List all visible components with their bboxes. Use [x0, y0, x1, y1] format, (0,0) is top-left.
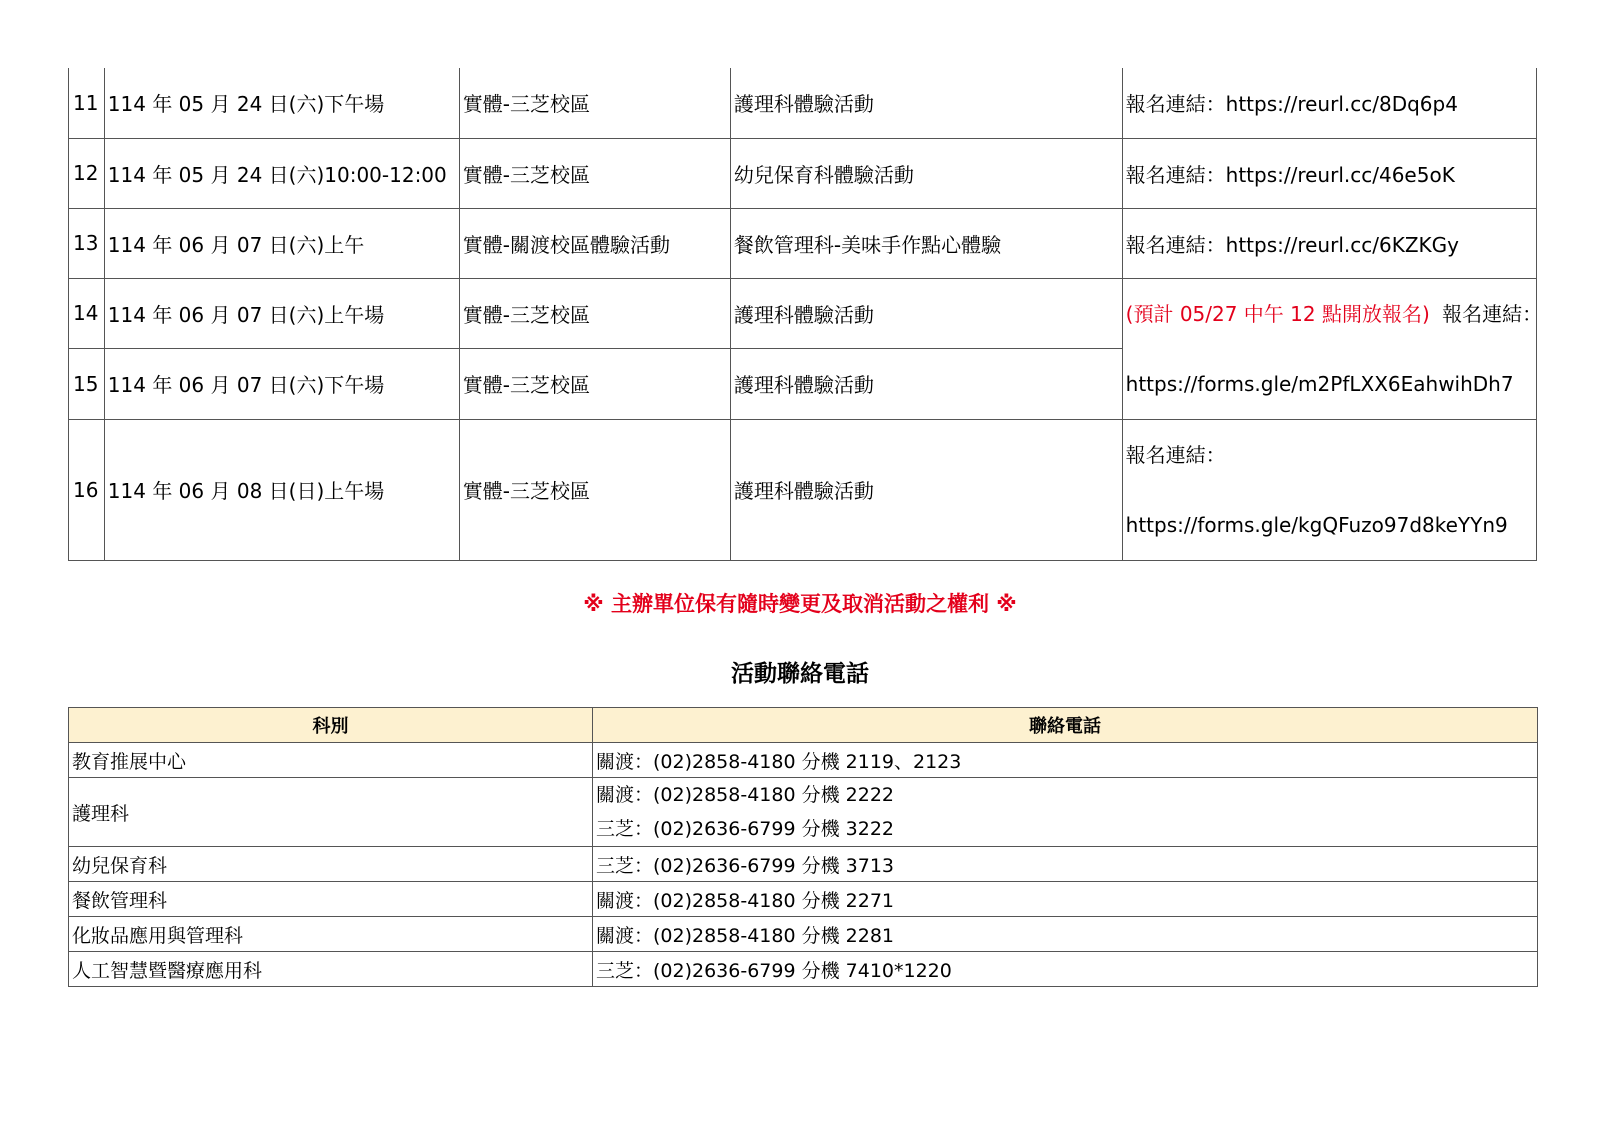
table-row: [69, 138, 1537, 208]
event-activity: 幼兒保育科體驗活動: [730, 138, 1122, 208]
row-number: 14: [69, 278, 105, 349]
contact-phone-table: [68, 707, 1538, 987]
row-number: 11: [69, 68, 105, 138]
event-date: 114 年 06 月 07 日(六)上午: [104, 208, 459, 278]
activity-schedule-table: [68, 68, 1543, 561]
event-location: 實體-關渡校區體驗活動: [459, 208, 730, 278]
column-header-department: 科別: [69, 708, 593, 743]
signup-label: 報名連結：: [1125, 442, 1226, 467]
event-activity: 餐飲管理科-美味手作點心體驗: [730, 208, 1122, 278]
row-number: 12: [69, 138, 105, 208]
organizer-rights-notice: ※ 主辦單位保有隨時變更及取消活動之權利 ※: [583, 592, 1017, 616]
table-row: [69, 419, 1537, 560]
department-name: 化妝品應用與管理科: [69, 917, 593, 952]
phone-number: 三芝：(02)2636-6799 分機 3713: [593, 847, 1538, 882]
signup-open-note: (預計 05/27 中午 12 點開放報名): [1125, 301, 1430, 326]
row-number: 15: [69, 349, 105, 420]
event-activity: 護理科體驗活動: [730, 68, 1122, 138]
table-row: [69, 917, 1538, 952]
column-header-phone: 聯絡電話: [593, 708, 1538, 743]
signup-link[interactable]: 報名連結：https://reurl.cc/46e5oK: [1122, 138, 1536, 208]
table-row: [69, 778, 1538, 847]
table-row: [69, 743, 1538, 778]
department-name: 幼兒保育科: [69, 847, 593, 882]
event-activity: 護理科體驗活動: [730, 349, 1122, 420]
department-name: 教育推展中心: [69, 743, 593, 778]
contact-section-title: 活動聯絡電話: [731, 661, 869, 687]
row-number: 13: [69, 208, 105, 278]
row-number: 16: [69, 419, 105, 560]
event-location: 實體-三芝校區: [459, 419, 730, 560]
table-row: [69, 847, 1538, 882]
table-row: [69, 882, 1538, 917]
phone-number: 關渡：(02)2858-4180 分機 2119、2123: [593, 743, 1538, 778]
table-row: [69, 68, 1537, 138]
event-activity: 護理科體驗活動: [730, 419, 1122, 560]
event-location: 實體-三芝校區: [459, 138, 730, 208]
event-date: 114 年 06 月 07 日(六)下午場: [104, 349, 459, 420]
event-location: 實體-三芝校區: [459, 349, 730, 420]
merged-signup-cell: [1122, 278, 1543, 419]
department-name: 餐飲管理科: [69, 882, 593, 917]
event-activity: 護理科體驗活動: [730, 278, 1122, 349]
signup-label: 報名連結：: [1442, 301, 1543, 326]
phone-number: 三芝：(02)2636-6799 分機 3222: [596, 818, 894, 840]
event-date: 114 年 05 月 24 日(六)下午場: [104, 68, 459, 138]
phone-number: 關渡：(02)2858-4180 分機 2281: [593, 917, 1538, 952]
signup-link[interactable]: https://forms.gle/kgQFuzo97d8keYYn9: [1125, 512, 1508, 537]
signup-cell: [1122, 419, 1536, 560]
phone-number: 關渡：(02)2858-4180 分機 2271: [593, 882, 1538, 917]
event-location: 實體-三芝校區: [459, 68, 730, 138]
table-row: [69, 208, 1537, 278]
department-name: 護理科: [69, 778, 593, 847]
signup-link[interactable]: https://forms.gle/m2PfLXX6EahwihDh7: [1125, 371, 1514, 396]
event-date: 114 年 05 月 24 日(六)10:00-12:00: [104, 138, 459, 208]
signup-link[interactable]: 報名連結：https://reurl.cc/6KZKGy: [1122, 208, 1536, 278]
table-row: [69, 278, 1537, 349]
table-row: [69, 952, 1538, 987]
department-name: 人工智慧暨醫療應用科: [69, 952, 593, 987]
table-header-row: [69, 708, 1538, 743]
phone-number: 三芝：(02)2636-6799 分機 7410*1220: [593, 952, 1538, 987]
phone-cell: [593, 778, 1538, 847]
phone-number: 關渡：(02)2858-4180 分機 2222: [596, 784, 894, 806]
signup-link[interactable]: 報名連結：https://reurl.cc/8Dq6p4: [1122, 68, 1536, 138]
event-location: 實體-三芝校區: [459, 278, 730, 349]
event-date: 114 年 06 月 07 日(六)上午場: [104, 278, 459, 349]
event-date: 114 年 06 月 08 日(日)上午場: [104, 419, 459, 560]
